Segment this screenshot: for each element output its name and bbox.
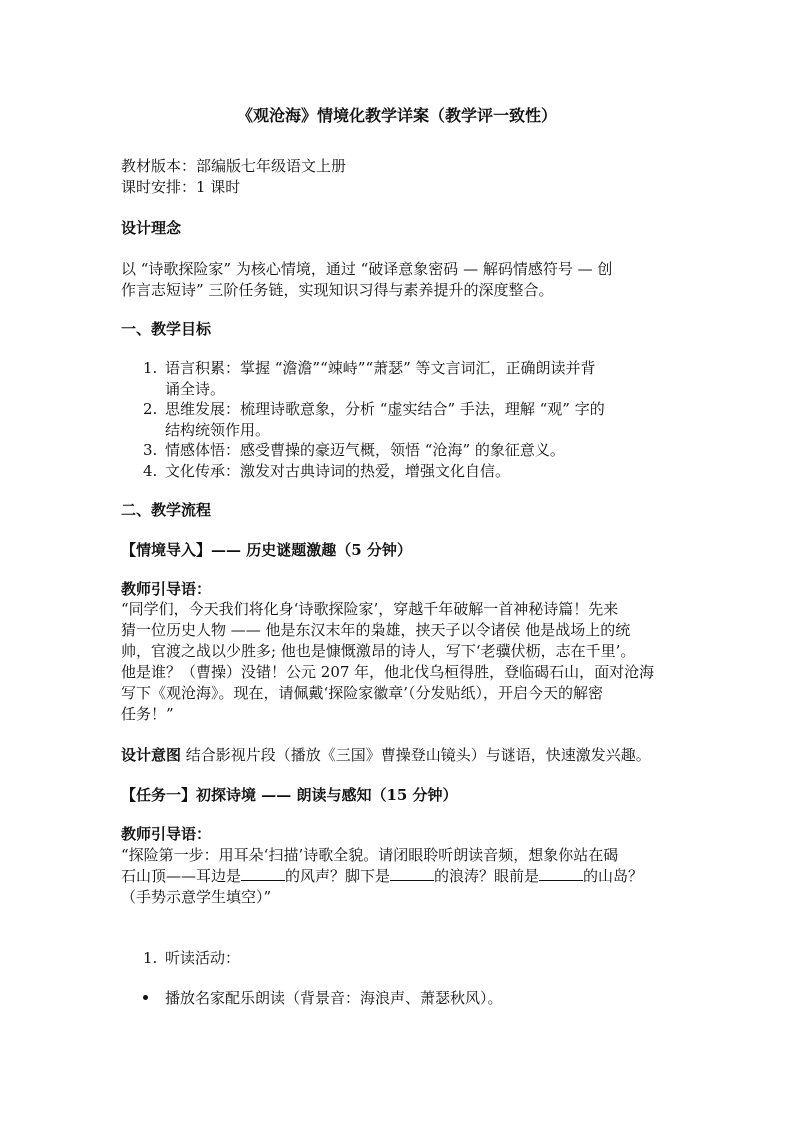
guide-fragment: 的浪涛？眼前是 — [434, 867, 540, 885]
goal-text: 语言积累：掌握 “澹澹”“竦峙”“萧瑟” 等文言词汇，正确朗读并背 — [165, 359, 596, 377]
class-hours: 课时安排：1 课时 — [121, 178, 241, 196]
task1-guide-line: “探险第一步：用耳朵‘扫描’诗歌全貌。请闭眼聆听朗读音频，想象你站在碣 — [121, 846, 619, 864]
goal-item — [143, 440, 565, 460]
intro-guide-line: 写下《观沧海》。现在，请佩戴‘探险家徽章’（分发贴纸），开启今天的解密 — [121, 684, 604, 702]
goal-text: 情感体悟：感受曹操的豪迈气概，领悟 “沧海” 的象征意义。 — [165, 441, 565, 459]
concept-heading: 设计理念 — [121, 219, 182, 237]
activity-item — [143, 948, 240, 968]
intro-guide-line: 猜一位历史人物 —— 他是东汉末年的枭雄，挟天子以令诸侯 他是战场上的统 — [121, 621, 631, 639]
task1-guide-label: 教师引导语： — [121, 825, 212, 843]
goal-number: 3. — [143, 441, 158, 459]
guide-fragment: 石山顶——耳边是 — [121, 867, 242, 885]
intro-guide-line: 任务！” — [121, 705, 174, 723]
goal-number: 4. — [143, 462, 158, 480]
task1-guide-line-blanks — [121, 866, 643, 886]
intro-guide-line: “同学们，今天我们将化身‘诗歌探险家’，穿越千年破解一首神秘诗篇！先来 — [121, 600, 619, 618]
task1-heading: 【任务一】初探诗境 —— 朗读与感知（15 分钟） — [121, 786, 458, 804]
bullet-icon — [143, 995, 148, 1000]
textbook-edition: 教材版本：部编版七年级语文上册 — [121, 157, 347, 175]
intro-guide-line: 他是谁？（曹操）没错！公元 207 年，他北伐乌桓得胜，登临碣石山，面对沧海 — [121, 663, 655, 681]
intro-heading: 【情境导入】—— 历史谜题激趣（5 分钟） — [121, 541, 412, 559]
concept-line: 作言志短诗” 三阶任务链，实现知识习得与素养提升的深度整合。 — [121, 281, 554, 299]
design-intent — [121, 745, 651, 765]
design-intent-label: 设计意图 — [121, 746, 182, 764]
design-intent-text: 结合影视片段（播放《三国》曹操登山镜头）与谜语，快速激发兴趣。 — [181, 746, 651, 764]
goal-item — [143, 399, 605, 419]
goal-item — [143, 461, 510, 481]
guide-fragment: 的山岛？ — [583, 867, 644, 885]
document-title: 《观沧海》情境化教学详案（教学评一致性） — [236, 106, 557, 125]
goal-item — [143, 358, 596, 378]
fill-blank — [390, 866, 434, 881]
goals-heading: 一、教学目标 — [121, 320, 212, 338]
flow-heading: 二、教学流程 — [121, 501, 212, 519]
intro-guide-label: 教师引导语： — [121, 580, 212, 598]
activity-label: 听读活动： — [165, 949, 241, 967]
task1-guide-line: （手势示意学生填空）” — [121, 888, 272, 906]
goal-text-continued: 结构统领作用。 — [165, 421, 271, 439]
goal-number: 2. — [143, 400, 158, 418]
guide-fragment: 的风声？脚下是 — [285, 867, 391, 885]
concept-line: 以 “诗歌探险家” 为核心情境，通过 “破译意象密码 — 解码情感符号 — 创 — [121, 260, 613, 278]
fill-blank — [539, 866, 583, 881]
goal-text: 文化传承：激发对古典诗词的热爱，增强文化自信。 — [165, 462, 511, 480]
intro-guide-line: 帅，官渡之战以少胜多; 他也是慷慨激昂的诗人，写下‘老骥伏枥，志在千里’。 — [121, 642, 636, 660]
goal-text-continued: 诵全诗。 — [165, 380, 226, 398]
bullet-text: 播放名家配乐朗读（背景音：海浪声、萧瑟秋风）。 — [165, 989, 503, 1007]
goal-number: 1. — [143, 359, 158, 377]
goal-text: 思维发展：梳理诗歌意象，分析 “虚实结合” 手法，理解 “观” 字的 — [165, 400, 605, 418]
activity-number: 1. — [143, 949, 158, 967]
fill-blank — [241, 866, 285, 881]
